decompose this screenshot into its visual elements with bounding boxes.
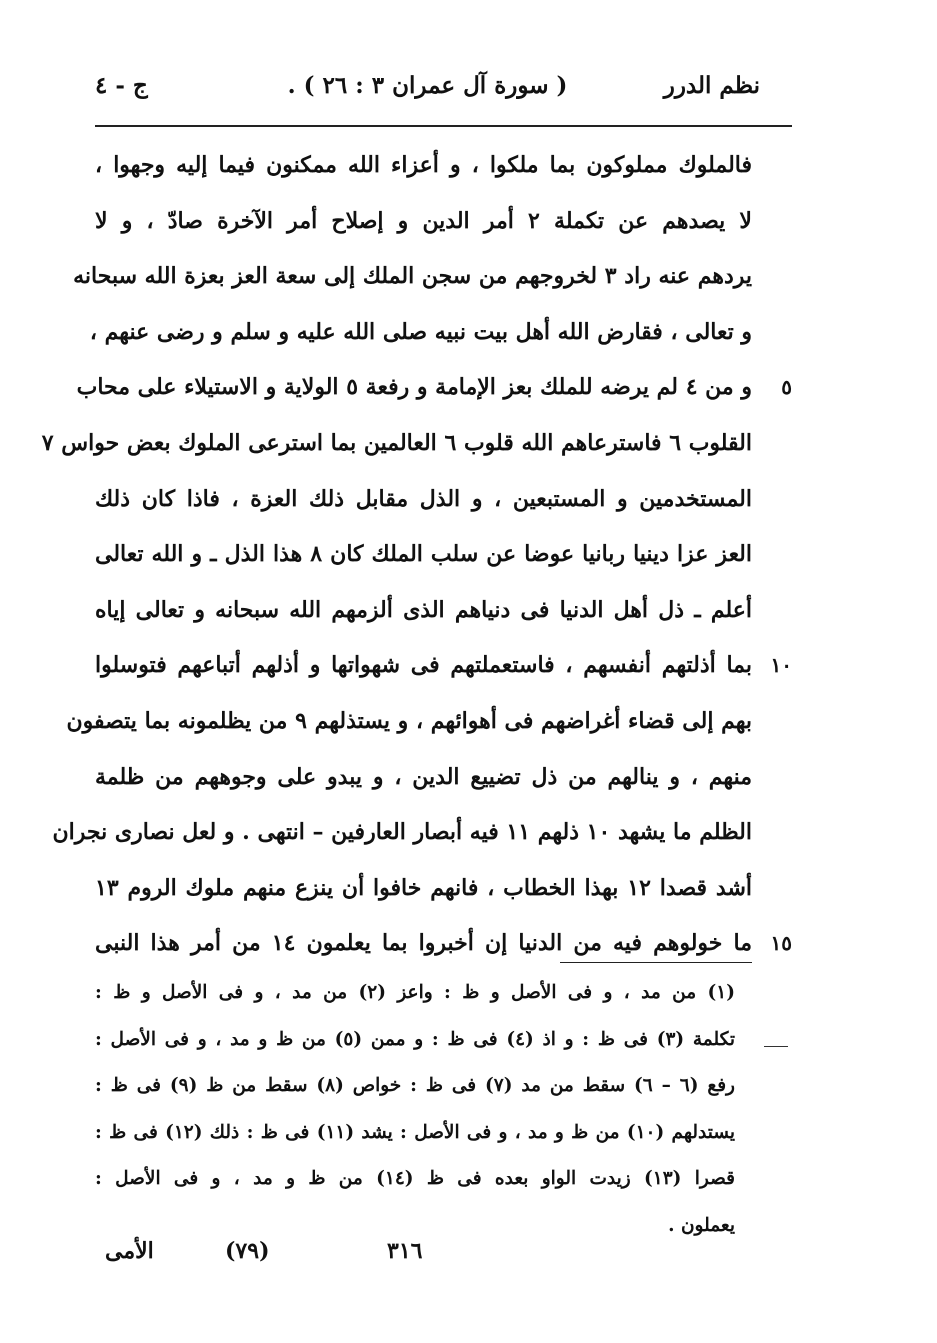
running-header xyxy=(95,68,760,108)
header-volume: ج - ٤ xyxy=(95,72,148,99)
line-text: بهم إلى قضاء أغراضهم فى أهوائهم ، و يستذلهم ٩ من يظلمونه بما يتصفون xyxy=(66,707,752,734)
line-text: الظلم ما يشهد ١٠ ذلهم ١١ فيه أبصار العارفين – انتهى . و لعل نصارى نجران xyxy=(52,819,752,846)
footnote-line: (١) من مد ، و فى الأصل و ظ : واعز (٢) من مد ، و فى الأصل و ظ : xyxy=(95,982,735,1003)
signature-mark: (٧٩) xyxy=(225,1238,270,1264)
text-line xyxy=(95,472,752,528)
page-footer xyxy=(95,1238,735,1274)
line-text: فالملوك مملوكون بما ملكوا ، و أعزاء الله ممكنون فيما إليه وجهوا ، xyxy=(95,152,752,178)
footnote-line: يستدلهم (١٠) من ظ و مد ، و فى الأصل : يشد (١١) فى ظ : ذلك (١٢) فى ظ : xyxy=(95,1121,735,1143)
text-line xyxy=(95,861,752,917)
footnote-line: تكلمة (٣) فى ظ : و اذ (٤) فى ظ : و ممن (٥) من ظ و مد ، و فى الأصل : xyxy=(95,1028,735,1050)
line-text: منهم ، و ينالهم من ذل تضييع الدين ، و يبدو على وجوههم من ظلمة xyxy=(95,763,752,790)
line-text: و من ٤ لم يرضه للملك بعز الإمامة و رفعة ٥ الولاية و الاستيلاء على محاب xyxy=(76,374,752,401)
text-line xyxy=(95,583,752,639)
text-line xyxy=(95,527,752,583)
text-line xyxy=(52,805,752,861)
text-line xyxy=(41,416,752,472)
text-line xyxy=(95,750,752,806)
text-line xyxy=(76,360,792,416)
text-line xyxy=(95,916,792,972)
line-text: أشد قصدا ١٢ بهذا الخطاب ، فانهم خافوا أن ينزع منهم ملوك الروم ١٣ xyxy=(95,874,752,901)
header-rule xyxy=(95,125,792,127)
line-text: القلوب ٦ فاسترعاهم الله قلوب ٦ العالمين بما استرعى الملوك بعض حواس ٧ xyxy=(41,429,752,456)
text-line xyxy=(66,694,752,750)
main-text xyxy=(41,138,792,972)
text-line xyxy=(95,194,752,250)
line-text: أعلم ـ ذل أهل الدنيا فى دنياهم الذى ألزمهم الله سبحانه و تعالى إياه xyxy=(95,596,752,623)
text-line xyxy=(95,138,752,194)
line-number: ٥ xyxy=(781,375,792,400)
text-line xyxy=(89,305,752,361)
footnotes xyxy=(95,970,735,1249)
line-text: بما أذلتهم أنفسهم ، فاستعملتهم فى شهواتها و أذلهم أتباعهم فتوسلوا xyxy=(95,652,752,679)
line-text: و تعالى ، فقارض الله أهل بيت نبيه صلى الله عليه و سلم و رضى عنهم ، xyxy=(89,318,752,345)
footnote-line: يعملون . xyxy=(668,1214,735,1236)
footnote-line: قصرا (١٣) زيدت الواو بعده فى ظ (١٤) من ظ و مد ، و فى الأصل : xyxy=(95,1168,735,1189)
line-text: يردهم عنه راد ٣ لخروجهم من سجن الملك إلى سعة العز بعزة الله سبحانه xyxy=(73,263,752,290)
line-text: ما خولوهم فيه من الدنيا إن أخبروا بما يعلمون ١٤ من أمر هذا النبى xyxy=(95,930,752,957)
header-book-title: نظم الدرر xyxy=(663,72,760,99)
line-text: المستخدمين و المستبعين ، و الذل مقابل ذلك العزة ، فاذا كان ذلك xyxy=(95,485,752,512)
line-number: ١٥ xyxy=(770,931,792,956)
line-number: ١٠ xyxy=(770,653,792,678)
footnote-separator xyxy=(560,962,752,963)
text-line xyxy=(95,638,792,694)
line-text: العز عزا دينيا ربانيا عوضا عن سلب الملك كان ٨ هذا الذل ـ و الله تعالى xyxy=(95,541,752,568)
line-text: لا يصدهم عن تكملة ٢ أمر الدين و إصلاح أمر الآخرة صادّ ، و لا xyxy=(95,207,752,234)
page-number: ٣١٦ xyxy=(387,1238,423,1264)
catchword: الأمى xyxy=(105,1238,154,1264)
margin-mark xyxy=(764,1046,788,1047)
header-surah-reference: ( سورة آل عمران ٣ : ٢٦ ) . xyxy=(287,72,568,99)
text-line xyxy=(73,249,752,305)
footnote-line: رفع (٦ – ٦) سقط من مد (٧) فى ظ : خواص (٨) سقط من ظ (٩) فى ظ : xyxy=(95,1075,735,1096)
